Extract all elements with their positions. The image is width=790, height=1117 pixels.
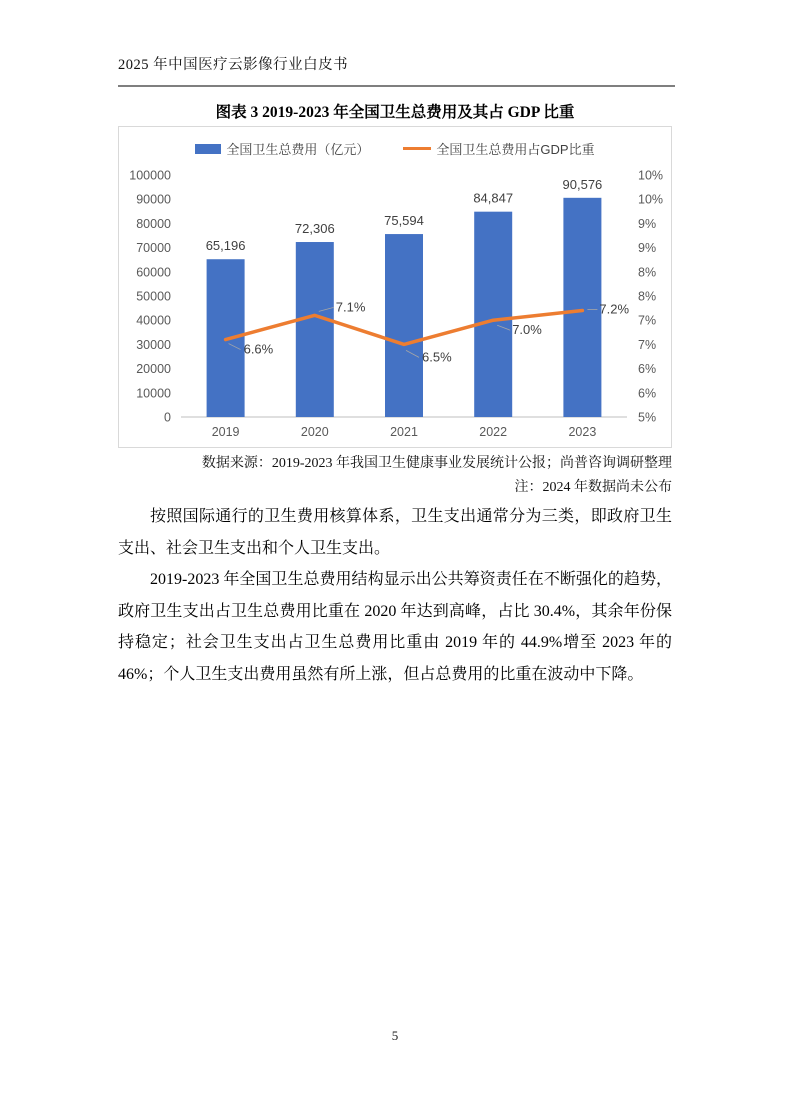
- bar-value-label: 65,196: [205, 238, 246, 254]
- bar-value-label: 75,594: [384, 213, 424, 229]
- y-axis-tick-label: 50000: [136, 289, 171, 304]
- line-point-label: 6.5%: [422, 349, 452, 365]
- y-axis-tick-label: 40000: [136, 313, 171, 328]
- secondary-axis-tick-label: 7%: [638, 313, 657, 328]
- x-axis-tick-label: 2020: [300, 425, 329, 439]
- y-axis-tick-label: 30000: [136, 337, 171, 352]
- data-source-note: 数据来源：2019-2023 年我国卫生健康事业发展统计公报；尚普咨询调研整理: [201, 456, 672, 471]
- secondary-axis-tick-label: 6%: [638, 362, 657, 377]
- y-axis-tick-label: 80000: [136, 216, 171, 231]
- chart-container: [118, 126, 672, 448]
- y-axis-tick-label: 90000: [136, 192, 171, 207]
- x-axis-tick-label: 2019: [211, 425, 240, 439]
- paragraph-structure-trend: 2019-2023 年全国卫生总费用结构显示出公共筹资责任在不断强化的趋势，政府卫生支出占卫生总费用比重在 2020 年达到高峰，占比 30.4%，其余年份保持稳定；社会卫生支出占卫生总费用比重由 2019 年的 44.9%增至 2023 年的 46%；个人卫生支出费用虽然有所上涨，但占总费用的比重在波动中下降。: [118, 571, 672, 683]
- line-point-label: 7.1%: [335, 299, 366, 315]
- secondary-axis-tick-label: 9%: [638, 241, 657, 256]
- bar-2023: [563, 198, 601, 417]
- y-axis-tick-label: 0: [164, 410, 171, 425]
- chart-legend: [119, 139, 671, 158]
- secondary-axis-tick-label: 5%: [638, 410, 657, 425]
- line-point-label: 7.0%: [512, 322, 542, 338]
- y-axis-tick-label: 10000: [136, 386, 171, 401]
- x-axis-tick-label: 2023: [568, 425, 597, 439]
- secondary-axis-tick-label: 10%: [638, 192, 664, 207]
- secondary-axis-tick-label: 6%: [638, 386, 657, 401]
- x-axis-tick-label: 2021: [390, 425, 418, 439]
- data-availability-note: 注：2024 年数据尚未公布: [514, 480, 672, 495]
- x-axis-tick-label: 2022: [479, 425, 508, 439]
- legend-label-bar: 全国卫生总费用（亿元）: [226, 142, 370, 157]
- bar-value-label: 90,576: [562, 176, 603, 192]
- bar-value-label: 84,847: [473, 190, 514, 206]
- line-series-swatch-icon: [403, 147, 431, 151]
- secondary-axis-tick-label: 10%: [638, 168, 664, 183]
- line-point-label: 7.2%: [599, 301, 630, 317]
- y-axis-tick-label: 20000: [136, 362, 171, 377]
- secondary-axis-tick-label: 8%: [638, 265, 657, 280]
- page-number: 5: [391, 1028, 399, 1043]
- secondary-axis-tick-label: 7%: [638, 337, 657, 352]
- line-point-label: 6.6%: [243, 341, 274, 357]
- legend-item-gdp-share: [403, 139, 594, 158]
- bar-value-label: 72,306: [294, 221, 335, 237]
- page-header-title: 2025 年中国医疗云影像行业白皮书: [118, 57, 349, 73]
- secondary-axis-tick-label: 9%: [638, 216, 657, 231]
- y-axis-tick-label: 70000: [136, 241, 171, 256]
- legend-item-total-expense: [195, 139, 369, 158]
- bar-2020: [296, 242, 334, 417]
- bar-2021: [385, 234, 423, 417]
- header-divider: [118, 85, 675, 87]
- figure-title: 图表 3 2019-2023 年全国卫生总费用及其占 GDP 比重: [215, 104, 575, 121]
- secondary-axis-tick-label: 8%: [638, 289, 657, 304]
- body-text: [118, 501, 672, 690]
- bar-2022: [474, 212, 512, 417]
- paragraph-definition: 按照国际通行的卫生费用核算体系，卫生支出通常分为三类，即政府卫生支出、社会卫生支出和个人卫生支出。: [118, 508, 672, 557]
- bar-series-swatch-icon: [195, 144, 221, 154]
- legend-label-line: 全国卫生总费用占GDP比重: [436, 142, 595, 157]
- y-axis-tick-label: 100000: [129, 168, 171, 183]
- chart-plot-area: [119, 127, 671, 447]
- y-axis-tick-label: 60000: [136, 265, 171, 280]
